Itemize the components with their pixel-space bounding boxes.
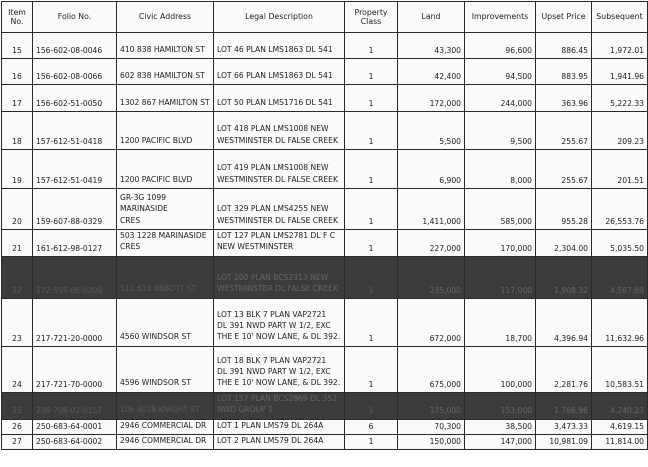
cell-improvements: 9,500 (465, 112, 536, 150)
table-row (2, 298, 648, 346)
table-row (2, 230, 648, 257)
cell-land: 6,900 (398, 150, 465, 189)
tax-sale-property-table (1, 1, 648, 450)
cell-legal-description (214, 85, 345, 112)
cell-civic-address-text: 2946 COMMERCIAL DR (120, 420, 207, 430)
cell-property-class: 1 (345, 256, 398, 298)
table-row (2, 419, 648, 434)
cell-civic-address (117, 85, 214, 112)
cell-item-no: 22 (2, 256, 33, 298)
cell-legal-description-text: LOT 127 PLAN LMS2781 DL F C NEW WESTMINSTER (217, 231, 336, 252)
cell-land: 172,000 (398, 85, 465, 112)
cell-civic-address (117, 256, 214, 298)
cell-legal-description-text: LOT 13 BLK 7 PLAN VAP2721 DL 391 NWD PART W 1/2, EXC THE E 10' NOW LANE, & DL 392. (217, 309, 341, 342)
cell-improvements: 117,000 (465, 256, 536, 298)
cell-item-no: 18 (2, 112, 33, 150)
cell-subsequent: 11,632.96 (592, 298, 648, 346)
cell-subsequent: 209.23 (592, 112, 648, 150)
cell-property-class: 1 (345, 189, 398, 230)
cell-legal-description-text: LOT 46 PLAN LMS1863 DL 541 (217, 44, 333, 54)
table-row (2, 150, 648, 189)
cell-civic-address-text: 1200 PACIFIC BLVD (120, 135, 193, 145)
cell-improvements: 170,000 (465, 230, 536, 257)
cell-property-class: 1 (345, 85, 398, 112)
cell-legal-description (214, 230, 345, 257)
cell-civic-address (117, 346, 214, 392)
cell-folio-no: 157-612-51-0419 (33, 150, 117, 189)
cell-legal-description (214, 346, 345, 392)
cell-upset-price: 4,396.94 (536, 298, 592, 346)
cell-legal-description (214, 434, 345, 449)
cell-folio-no: 161-612-98-0127 (33, 230, 117, 257)
cell-civic-address (117, 189, 214, 230)
cell-legal-description-text: LOT 418 PLAN LMS1008 NEW WESTMINSTER DL FALSE CREEK (217, 124, 338, 145)
cell-improvements: 8,000 (465, 150, 536, 189)
cell-civic-address (117, 112, 214, 150)
cell-folio-no: 238-706-02-0157 (33, 392, 117, 419)
cell-improvements: 153,000 (465, 392, 536, 419)
header-item-no: Item No. (2, 2, 33, 33)
cell-item-no: 15 (2, 33, 33, 59)
cell-upset-price: 255.67 (536, 150, 592, 189)
cell-legal-description (214, 189, 345, 230)
cell-folio-no: 250-683-64-0002 (33, 434, 117, 449)
cell-civic-address-text: GR-3G 1099 MARINASIDE CRES (120, 192, 168, 225)
cell-upset-price: 955.28 (536, 189, 592, 230)
cell-improvements: 100,000 (465, 346, 536, 392)
cell-property-class: 1 (345, 33, 398, 59)
table-row (2, 112, 648, 150)
cell-civic-address (117, 230, 214, 257)
cell-property-class: 1 (345, 346, 398, 392)
cell-improvements: 96,600 (465, 33, 536, 59)
header-folio-no: Folio No. (33, 2, 117, 33)
cell-civic-address (117, 392, 214, 419)
table-row (2, 59, 648, 85)
cell-item-no: 26 (2, 419, 33, 434)
cell-civic-address-text: 1302 867 HAMILTON ST (120, 97, 210, 107)
cell-subsequent: 1,941.96 (592, 59, 648, 85)
cell-land: 672,000 (398, 298, 465, 346)
cell-folio-no: 156-602-51-0050 (33, 85, 117, 112)
cell-land: 150,000 (398, 434, 465, 449)
cell-legal-description (214, 392, 345, 419)
cell-subsequent: 4,587.69 (592, 256, 648, 298)
cell-legal-description (214, 112, 345, 150)
cell-item-no: 20 (2, 189, 33, 230)
cell-improvements: 585,000 (465, 189, 536, 230)
cell-upset-price: 2,304.00 (536, 230, 592, 257)
cell-land: 70,300 (398, 419, 465, 434)
cell-improvements: 18,700 (465, 298, 536, 346)
cell-upset-price: 1,786.96 (536, 392, 592, 419)
cell-folio-no: 157-612-51-0418 (33, 112, 117, 150)
cell-property-class: 1 (345, 59, 398, 85)
cell-folio-no: 217-721-70-0000 (33, 346, 117, 392)
cell-upset-price: 886.45 (536, 33, 592, 59)
cell-civic-address-text: 512 618 ABBOTT ST (120, 284, 197, 294)
header-subsequent: Subsequent (592, 2, 648, 33)
header-land: Land (398, 2, 465, 33)
cell-property-class: 1 (345, 392, 398, 419)
cell-land: 5,500 (398, 112, 465, 150)
cell-subsequent: 4,619.15 (592, 419, 648, 434)
cell-civic-address (117, 33, 214, 59)
cell-item-no: 27 (2, 434, 33, 449)
header-improvements: Improvements (465, 2, 536, 33)
cell-item-no: 21 (2, 230, 33, 257)
cell-subsequent: 5,035.50 (592, 230, 648, 257)
cell-legal-description-text: LOT 1 PLAN LMS79 DL 264A (217, 420, 324, 430)
cell-improvements: 38,500 (465, 419, 536, 434)
header-property-class: Property Class (345, 2, 398, 33)
cell-legal-description-text: LOT 329 PLAN LMS4255 NEW WESTMINSTER DL FALSE CREEK (217, 204, 338, 225)
cell-upset-price: 10,981.09 (536, 434, 592, 449)
header-row (2, 2, 648, 33)
cell-civic-address (117, 150, 214, 189)
cell-land: 675,000 (398, 346, 465, 392)
cell-item-no: 23 (2, 298, 33, 346)
table-row (2, 33, 648, 59)
cell-improvements: 244,000 (465, 85, 536, 112)
cell-property-class: 1 (345, 230, 398, 257)
cell-upset-price: 883.95 (536, 59, 592, 85)
header-upset-price: Upset Price (536, 2, 592, 33)
cell-legal-description (214, 256, 345, 298)
cell-subsequent: 5,222.33 (592, 85, 648, 112)
cell-folio-no: 217-721-20-0000 (33, 298, 117, 346)
cell-upset-price: 255.67 (536, 112, 592, 150)
cell-civic-address (117, 298, 214, 346)
cell-property-class: 1 (345, 150, 398, 189)
cell-civic-address-text: 4560 WINDSOR ST (120, 332, 191, 342)
cell-folio-no: 250-683-64-0001 (33, 419, 117, 434)
cell-civic-address (117, 419, 214, 434)
table-row (2, 85, 648, 112)
cell-civic-address-text: 410 838 HAMILTON ST (120, 44, 205, 54)
cell-property-class: 6 (345, 419, 398, 434)
cell-property-class: 1 (345, 434, 398, 449)
cell-item-no: 17 (2, 85, 33, 112)
header-legal-description: Legal Description (214, 2, 345, 33)
table-row (2, 256, 648, 298)
cell-land: 1,411,000 (398, 189, 465, 230)
table-row (2, 434, 648, 449)
table-row (2, 392, 648, 419)
cell-subsequent: 201.51 (592, 150, 648, 189)
cell-property-class: 1 (345, 298, 398, 346)
cell-legal-description (214, 150, 345, 189)
cell-upset-price: 3,473.33 (536, 419, 592, 434)
cell-upset-price: 363.96 (536, 85, 592, 112)
cell-folio-no: 156-602-08-0066 (33, 59, 117, 85)
cell-subsequent: 10,583.51 (592, 346, 648, 392)
cell-civic-address-text: 2946 COMMERCIAL DR (120, 435, 207, 445)
cell-legal-description (214, 419, 345, 434)
cell-legal-description (214, 33, 345, 59)
cell-item-no: 16 (2, 59, 33, 85)
table-row (2, 346, 648, 392)
cell-subsequent: 4,240.23 (592, 392, 648, 419)
cell-legal-description (214, 59, 345, 85)
cell-legal-description-text: LOT 2 PLAN LMS79 DL 264A (217, 435, 324, 445)
cell-subsequent: 11,814.00 (592, 434, 648, 449)
cell-folio-no: 156-602-08-0046 (33, 33, 117, 59)
cell-legal-description-text: LOT 66 PLAN LMS1863 DL 541 (217, 70, 333, 80)
cell-legal-description-text: LOT 18 BLK 7 PLAN VAP2721 DL 391 NWD PART W 1/2, EXC THE E 10' NOW LANE, & DL 392. (217, 355, 341, 388)
cell-improvements: 94,500 (465, 59, 536, 85)
cell-property-class: 1 (345, 112, 398, 150)
cell-subsequent: 1,972.01 (592, 33, 648, 59)
cell-civic-address (117, 59, 214, 85)
cell-land: 175,000 (398, 392, 465, 419)
cell-subsequent: 26,553.76 (592, 189, 648, 230)
cell-civic-address-text: 4596 WINDSOR ST (120, 378, 191, 388)
cell-legal-description (214, 298, 345, 346)
cell-land: 43,300 (398, 33, 465, 59)
cell-upset-price: 2,281.76 (536, 346, 592, 392)
cell-legal-description-text: LOT 157 PLAN BCS2869 DL 352 NWD GROUP 1. (217, 393, 338, 415)
cell-item-no: 19 (2, 150, 33, 189)
header-civic-address: Civic Address (117, 2, 214, 33)
cell-legal-description-text: LOT 50 PLAN LMS1716 DL 541 (217, 97, 333, 107)
cell-civic-address-text: 1200 PACIFIC BLVD (120, 174, 193, 184)
cell-civic-address-text: 602 838 HAMILTON ST (120, 70, 205, 80)
cell-civic-address (117, 434, 214, 449)
cell-improvements: 147,000 (465, 434, 536, 449)
cell-land: 42,400 (398, 59, 465, 85)
cell-item-no: 24 (2, 346, 33, 392)
cell-civic-address-text: 106 4028 KNIGHT ST (120, 405, 200, 415)
cell-legal-description-text: LOT 419 PLAN LMS1008 NEW WESTMINSTER DL FALSE CREEK (217, 163, 338, 184)
cell-item-no: 25 (2, 392, 33, 419)
table-row (2, 189, 648, 230)
cell-land: 235,000 (398, 256, 465, 298)
cell-upset-price: 1,908.32 (536, 256, 592, 298)
cell-land: 227,000 (398, 230, 465, 257)
cell-civic-address-text: 503 1228 MARINASIDE CRES (120, 231, 207, 252)
cell-folio-no: 159-607-88-0329 (33, 189, 117, 230)
cell-legal-description-text: LOT 200 PLAN BCS2313 NEW WESTMINSTER DL FALSE CREEK (217, 273, 338, 294)
cell-folio-no: 172-595-06-0200 (33, 256, 117, 298)
